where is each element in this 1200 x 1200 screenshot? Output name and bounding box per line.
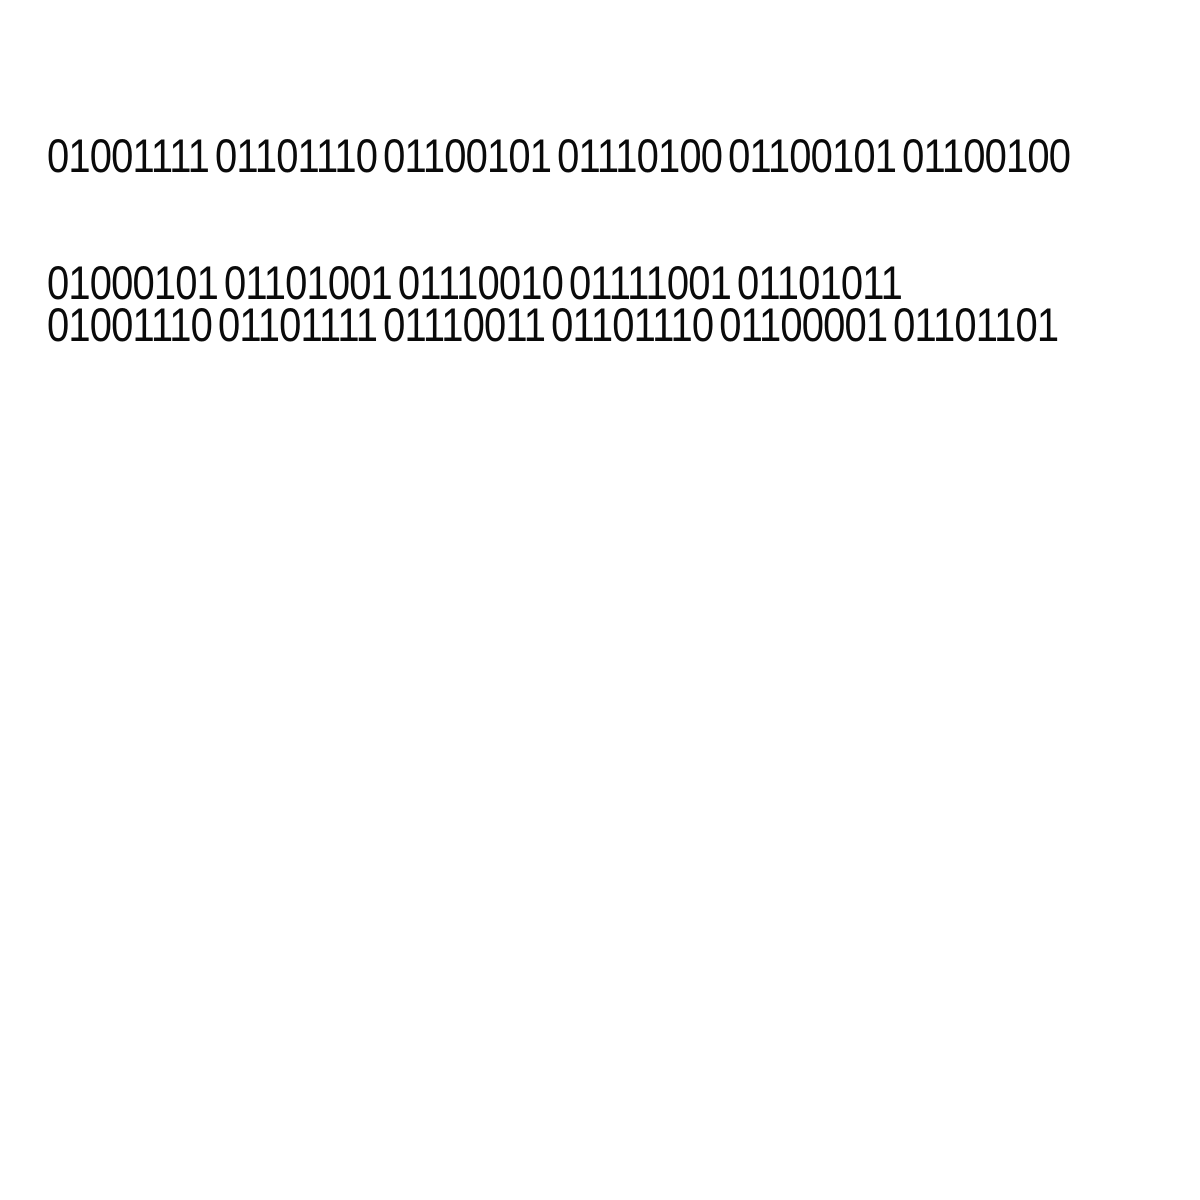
binary-line-1: 01001111 01101110 01100101 01110100 01100101 01100100 (47, 129, 1071, 182)
binary-line-2: 01000101 01101001 01110010 01111001 01101011 (47, 256, 903, 309)
binary-line-3: 01001110 01101111 01110011 01101110 01100001 01101101 (47, 298, 1059, 351)
binary-paragraph-2 (47, 256, 1059, 351)
